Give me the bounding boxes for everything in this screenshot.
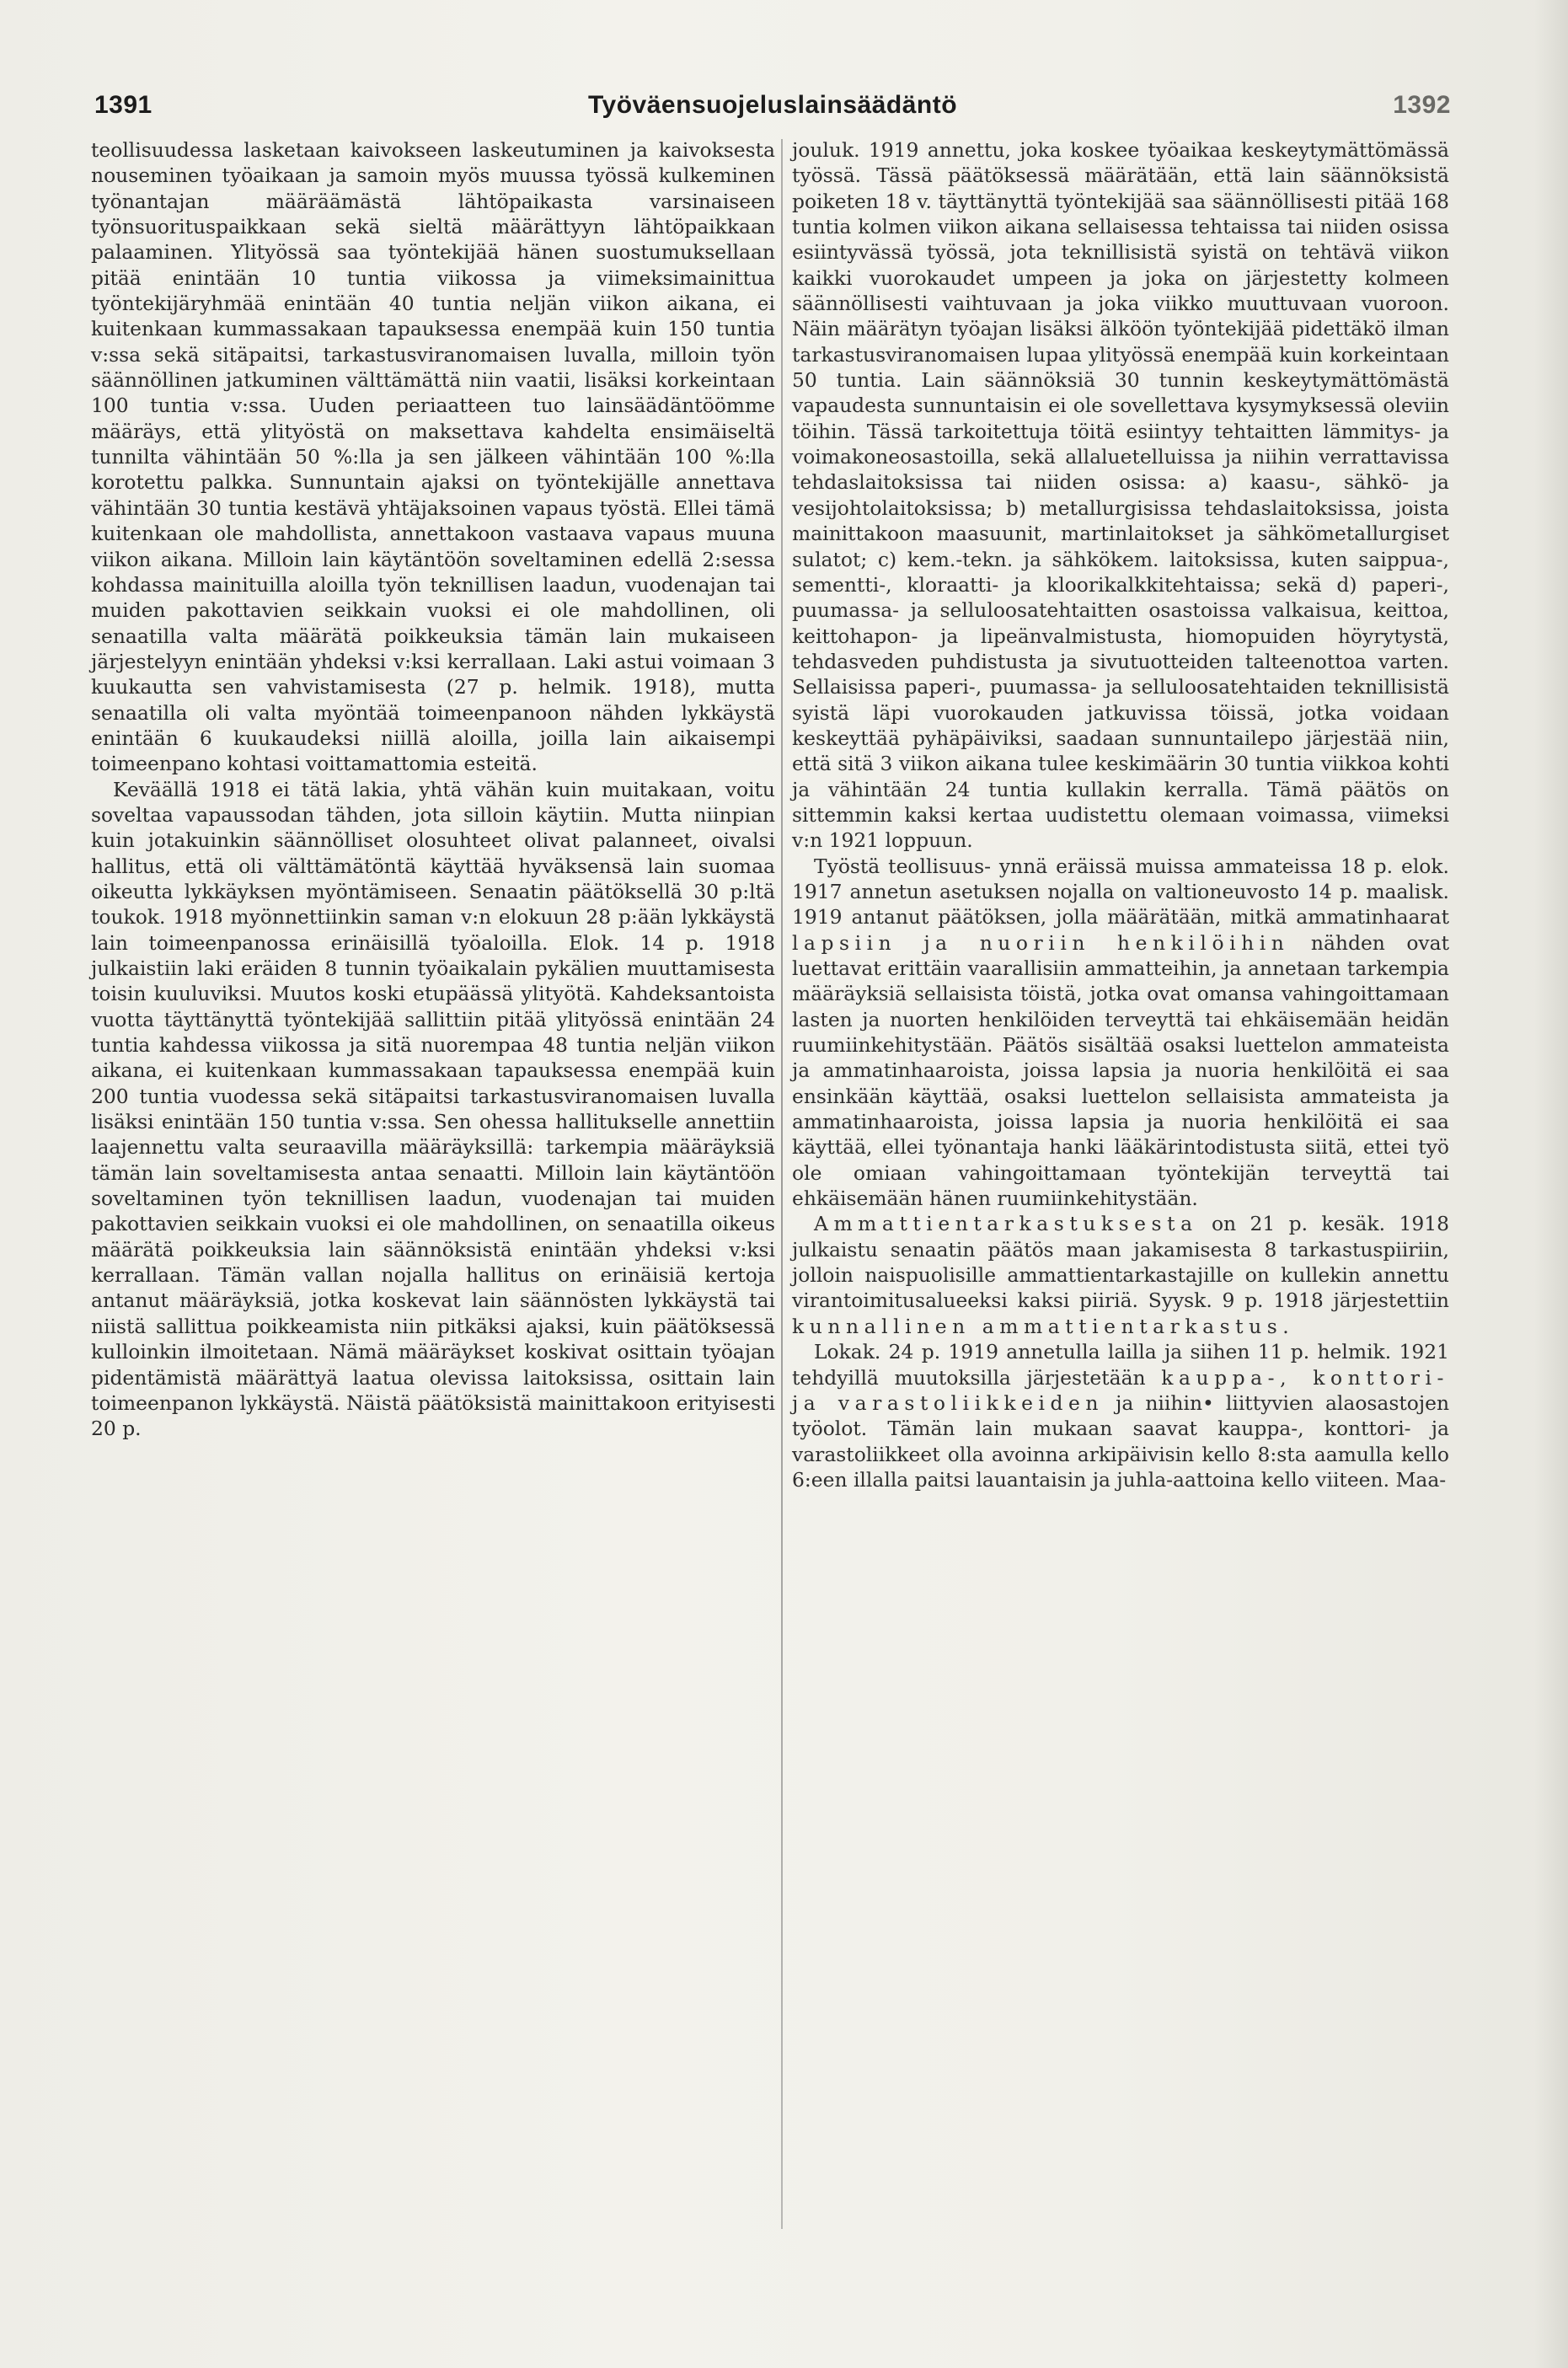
p4-emphasis: kauppa-, konttori- ja varastoliikkeiden — [792, 1365, 1449, 1415]
left-paragraph-2: Keväällä 1918 ei tätä lakia, yhtä vähän kuin muitakaan, voitu soveltaa vapaussodan tähden, jota silloin käytiin. Mutta niinpian kuin jotakuinkin säännölliset olosuhteet olivat palanneet, oivalsi hallitus, että oli välttämätöntä käyttää hyväksensä lain suomaa oikeutta lykkäyksen myöntämiseen. Senaatin päätöksellä 30 p:ltä toukok. 1918 myönnettiinkin saman v:n elokuun 28 p:ään lykkäystä lain toimeenpanossa erinäisillä työaloilla. Elok. 14 p. 1918 julkaistiin laki eräiden 8 tunnin työaikalain pykälien muuttamisesta toisin kuuluviksi. Muutos koski etupäässä ylityötä. Kahdeksantoista vuotta täyttänyttä työntekijää sallittiin pitää ylityössä enintään 24 tuntia kahdessa viikossa ja sitä nuorempaa 48 tuntia neljän viikon aikana, ei kuitenkaan kummassakaan tapauksessa enempää kuin 200 tuntia vuodessa sekä sitäpaitsi tarkastusviranomaisen luvalla lisäksi enintään 150 tuntia v:ssa. Sen ohessa hallitukselle annettiin laajennettu valta seuraavilla määräyksillä: tarkempia määräyksiä tämän lain soveltamisesta antaa senaatti. Milloin lain käytäntöön soveltaminen työn teknillisen laadun, vuodenajan tai muiden pakottavien seikkain vuoksi ei ole mahdollinen, on senaatilla oikeus määrätä poikkeuksia lain säännöksistä enintään yhdeksi v:ksi kerrallaan. Tämän vallan nojalla hallitus on erinäisiä kertoja antanut määräyksiä, jotka koskevat lain säännösten lykkäystä tai niistä sallittua poikkeamista niin pitkäksi ajaksi, kuin päätöksessä kulloinkin ilmoitetaan. Nämä määräykset koskivat osittain työajan pidentämistä määrättyä laatua olevissa laitoksissa, osittain lain toimeenpanon lykkäystä. Näistä päätöksistä mainittakoon erityisesti 20 p. — [91, 777, 775, 1441]
p3-emphasis-end: kunnallinen ammattientarkastus. — [792, 1314, 1295, 1338]
left-column — [91, 137, 775, 1442]
p4-text-after: ja niihin• liittyvien alaosastojen työolot. Tämän lain mukaan saavat kauppa-, konttori- ja varastoliikkeet olla avoinna arkipäivisin kello 8:sta aamulla kello 6:een illalla paitsi lauantaisin ja juhla-aattoina kello viiteen. Maa- — [792, 1390, 1450, 1492]
right-column — [792, 137, 1449, 1492]
p3-emphasis-heading: Ammattientarkastuksesta — [814, 1212, 1198, 1236]
p3-text-mid: on 21 p. kesäk. 1918 julkaistu senaatin päätös maan jakamisesta 8 tarkastuspiiriin, jolloin naispuolisille ammattientarkastajille on kullekin annettu virantoimitusalueeksi kaksi piiriä. Syysk. 9 p. 1918 järjestettiin — [792, 1212, 1449, 1313]
page-header — [94, 91, 1451, 131]
right-paragraph-1: jouluk. 1919 annettu, joka koskee työaikaa keskeytymättömässä työssä. Tässä päätöksessä määrätään, että lain säännöksistä poiketen 18 v. täyttänyttä työntekijää saa säännöllisesti pitää 168 tuntia kolmen viikon aikana sellaisessa tehtaissa tai niiden osissa esiintyvässä työssä, jota teknillisistä syistä on tehtävä viikon kaikki vuorokaudet umpeen ja joka on järjestetty kolmeen säännöllisesti vaihtuvaan ja joka viikko muuttuvaan vuoroon. Näin määrätyn työajan lisäksi älköön työntekijää pidettäkö ilman tarkastusviranomaisen lupaa ylityössä enempää kuin korkeintaan 50 tuntia. Lain säännöksiä 30 tunnin keskeytymättömästä vapaudesta sunnuntaisin ei ole sovellettava kysymyksessä oleviin töihin. Tässä tarkoitettuja töitä esiintyy tehtaitten lämmitys- ja voimakoneosastoilla, sekä allaluetelluissa ja niihin verrattavissa tehdaslaitoksissa tai niiden osissa: a) kaasu-, sähkö- ja vesijohtolaitoksissa; b) metallurgisissa tehdaslaitoksissa, joista mainittakoon maasuunit, martinlaitokset ja sähkömetallurgiset sulatot; c) kem.-tekn. ja sähkökem. laitoksissa, kuten saippua-, sementti-, kloraatti- ja kloorikalkkitehtaissa; sekä d) paperi-, puumassa- ja selluloosatehtaitten osastoissa valkaisua, keittoa, keittohapon- ja lipeänvalmistusta, hiomopuiden höyrytystä, tehdasveden puhdistusta ja sivutuotteiden talteenottoa varten. Sellaisissa paperi-, puumassa- ja selluloosatehtaiden teknillisistä syistä läpi vuorokauden jatkuvissa töissä, jotka voidaan keskeyttää pyhäpäiviksi, saadaan sunnuntailepo järjestää niin, että sitä 3 viikon aikana tulee keskimäärin 30 tuntia viikkoa kohti ja vähintään 24 tuntia kullakin kerralla. Tämä päätös on sittemmin kaksi kertaa uudistettu olemaan voimassa, viimeksi v:n 1921 loppuun. — [792, 138, 1449, 853]
p2-text-before: Työstä teollisuus- ynnä eräissä muissa ammateissa 18 p. elok. 1917 annetun asetuksen nojalla on valtioneuvosto 14 p. maalisk. 1919 antanut päätöksen, jolla määrätään, mitkä ammatinhaarat — [792, 854, 1449, 930]
page-edge-shadow — [1534, 0, 1568, 2368]
page-number-left: 1391 — [94, 91, 153, 119]
right-paragraph-4 — [792, 1339, 1449, 1492]
right-paragraph-3 — [792, 1211, 1449, 1339]
running-title: Työväensuojeluslainsäädäntö — [587, 91, 958, 119]
right-paragraph-2 — [792, 854, 1449, 1212]
p4-text-before: Lokak. 24 p. 1919 annetulla lailla ja siihen 11 p. helmik. 1921 tehdyillä muutoksilla järjestetään — [792, 1340, 1449, 1390]
left-paragraph-1: teollisuudessa lasketaan kaivokseen laskeutuminen ja kaivoksesta nouseminen työaikaan ja samoin myös muussa työssä kulkeminen työnantajan määräämästä lähtöpaikasta varsinaiseen työnsuorituspaikkaan sekä sieltä määrättyyn lähtöpaikkaan palaaminen. Ylityössä saa työntekijää hänen suostumuksellaan pitää enintään 10 tuntia viikossa ja viimeksimainittua työntekijäryhmää enintään 40 tuntia neljän viikon aikana, ei kuitenkaan kummassakaan tapauksessa enempää kuin 150 tuntia v:ssa sekä sitäpaitsi, tarkastusviranomaisen luvalla, milloin työn säännöllinen jatkuminen välttämättä niin vaatii, lisäksi korkeintaan 100 tuntia v:ssa. Uuden periaatteen tuo lainsäädäntöömme määräys, että ylityöstä on maksettava kahdelta ensimäiseltä tunnilta vähintään 50 %:lla ja sen jälkeen vähintään 100 %:lla korotettu palkka. Sunnuntain ajaksi on työntekijälle annettava vähintään 30 tuntia kestävä yhtäjaksoinen vapaus työstä. Ellei tämä kuitenkaan ole mahdollista, annettakoon vastaava vapaus muuna viikon aikana. Milloin lain käytäntöön soveltaminen edellä 2:sessa kohdassa mainituilla aloilla työn teknillisen laadun, vuodenajan tai muiden pakottavien seikkain vuoksi ei ole mahdollinen, oli senaatilla valta määrätä poikkeuksia tämän lain mukaiseen järjestelyyn enintään yhdeksi v:ksi kerrallaan. Laki astui voimaan 3 kuukautta sen vahvistamisesta (27 p. helmik. 1918), mutta senaatilla oli valta myöntää toimeenpanoon nähden lykkäystä enintään 6 kuukaudeksi niillä aloilla, joilla lain aikaisempi toimeenpano kohtasi voittamattomia esteitä. — [91, 138, 775, 776]
p2-text-after: nähden ovat luettavat erittäin vaarallisiin ammatteihin, ja annetaan tarkempia määräyksiä sellaisista töistä, jotka ovat omansa vahingoittamaan lasten ja nuorten henkilöiden terveyttä tai ehkäisemään heidän ruumiinkehitystään. Päätös sisältää osaksi luettelon ammateista ja ammatinhaaroista, joissa lapsia ja nuoria henkilöitä ei saa ensinkään käyttää, osaksi luettelon sellaisista ammateista ja ammatinhaaroista, joissa lapsia ja nuoria henkilöitä ei saa käyttää, ellei työnantaja hanki lääkärintodistusta siitä, ettei työ ole omiaan vahingoittamaan työntekijän terveyttä tai ehkäisemään hänen ruumiinkehitystään. — [792, 930, 1449, 1211]
p2-emphasis: lapsiin ja nuoriin henkilöihin — [792, 930, 1290, 955]
page-number-right: 1392 — [1393, 91, 1451, 119]
column-divider — [781, 139, 783, 2229]
